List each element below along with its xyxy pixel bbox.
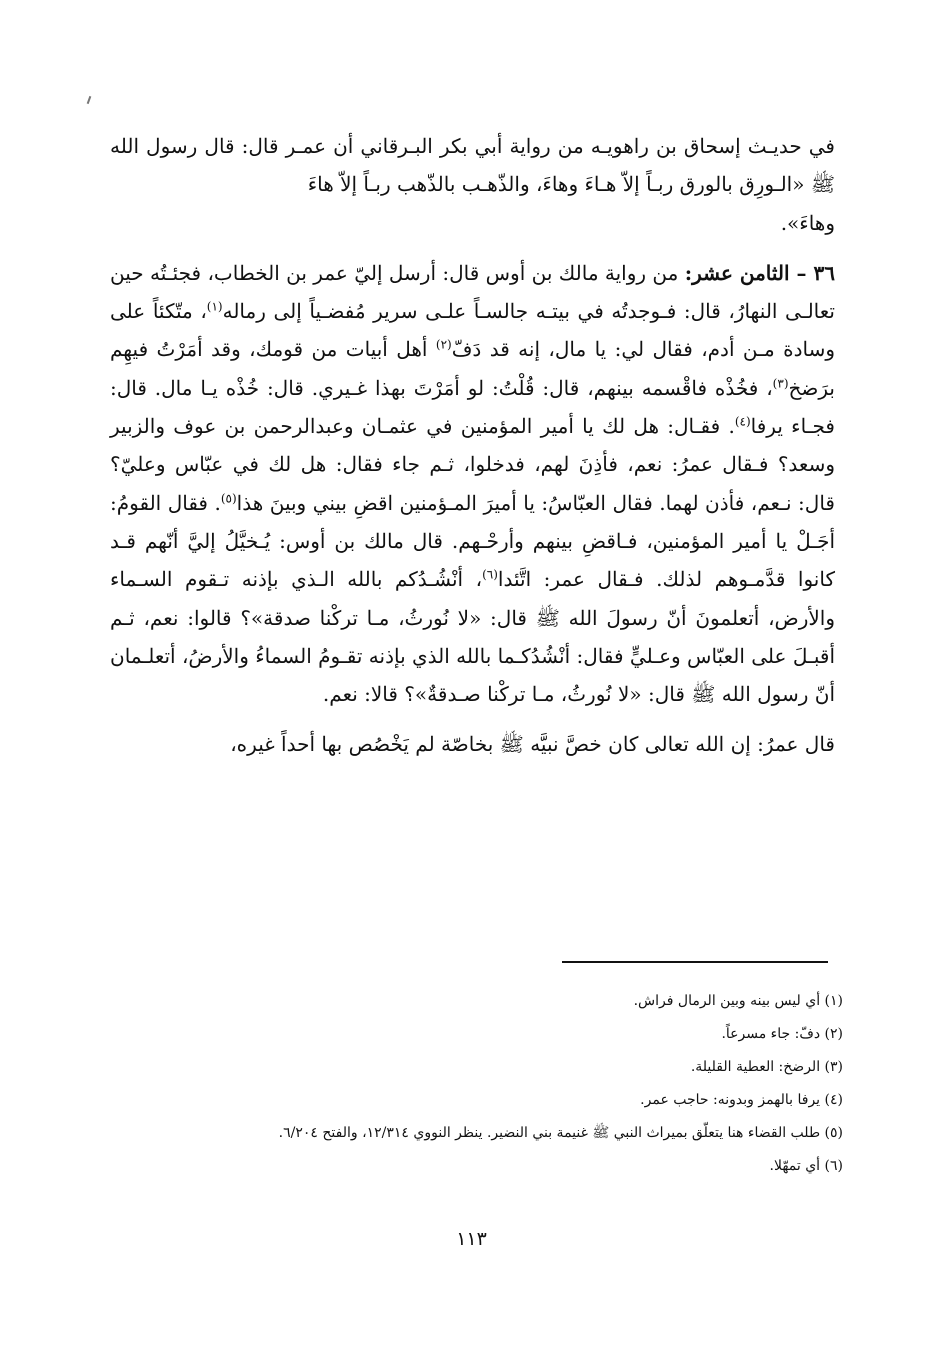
scan-speck <box>87 96 92 104</box>
page-number: ١١٣ <box>456 1228 487 1250</box>
footnote-divider <box>562 961 828 963</box>
footnote-4: (٤) يرفا بالهمز وبدونه: حاجب عمر. <box>640 1092 843 1108</box>
paragraph-1-line-2: رسول الله ﷺ «الـورِق بالورق ربـاً إلاّ هـاءَ وهاءَ، والذّهـب بالذّهب ربـاً إلاّ هاءَ <box>110 134 835 197</box>
paragraph-2-text-d: ، فخُذْه فاقْسمه بينهم، قال: قُلْتُ: لو أمَرْتَ بهذا غـيري. قال: خُذْه يـا مال. قال: فجـاء يرفا <box>110 375 835 439</box>
footnote-ref-3: (٣) <box>772 376 789 391</box>
footnote-3: (٣) الرضخ: العطية القليلة. <box>690 1059 843 1075</box>
footnote-ref-2: (٢) <box>435 337 452 352</box>
paragraph-1-line-3: وهاءَ». <box>780 210 835 235</box>
paragraph-2-text-e: . فقـال: هل لك يا أمير المؤمنين في عثمـان وعبدالرحمن بن عوف والزبير وسعد؟ فـقال عمرُ: نعم، فأذِنَ لهم، فدخلوا، ثـم جاء فقال: هل لك في عبّاس وعليّ؟ قال: نـعم، فأذن لهما. فقال العبّاسُ: يا أميرَ المـؤمنين اقضِ بيني وبينَ هذا <box>110 414 835 515</box>
hadith-number: ٣٦ – الثامن عشر: <box>684 260 835 285</box>
footnote-ref-6: (٦) <box>482 567 498 582</box>
paragraph-2-text-a: من رواية مالك بن أوس قال: أرسل إليّ عمر بن الخطاب، فجئـتُه حين تعالـى النهارُ، قال: فـوجدتُه في بيتـه جالسـاً علـى سرير مُفضـياً إلى رماله <box>110 260 835 324</box>
footnotes <box>130 985 843 1183</box>
paragraph-1 <box>110 127 835 242</box>
paragraph-2 <box>110 254 835 714</box>
paragraph-2-text-g: ، أنْشُـدُكم بالله الـذي بإذنه تـقوم السـماء والأرض، أتعلمونَ أنّ رسولَ الله ﷺ قال: «لا نُورثُ، مـا تركْنا صدقة»؟ قالوا: نعم، ثـم أقبـلَ على العبّاس وعـليٍّ فقال: أنْشُدُكـما بالله الذي بإذنه تقـومُ السماءُ والأرضُ، أتعلـمان أنّ رسول الله ﷺ قال: «لا نُورثُ، مـا تركْنا صـدقةٌ»؟ قالا: نعم. <box>110 567 835 707</box>
footnote-ref-4: (٤) <box>734 414 751 429</box>
paragraph-3-text: قال عمرُ: إن الله تعالى كان خصَّ نبيَّه ﷺ بخاصّة لم يَخْصُص بها أحداً غيره، <box>230 732 835 757</box>
main-text <box>110 127 835 764</box>
footnote-2: (٢) دفّ: جاء مسرعاً. <box>721 1026 843 1042</box>
footnote-5: (٥) طلب القضاء هنا يتعلّق بميراث النبي ﷺ غنيمة بني النضير. ينظر النووي ١٢/٣١٤، والفتح ٦/٢٠٤. <box>278 1125 843 1141</box>
paragraph-1-line-1: في حديـث إسحاق بن راهويـه من رواية أبي بكر البـرقاني أن عمـر قال: قال <box>204 134 835 158</box>
paragraph-2-text-c: أهل أبيات من قومك، وقد أمَرْتُ فيهِم برَضخ <box>110 337 835 400</box>
footnote-6: (٦) أي تمهّلا. <box>769 1158 843 1174</box>
paragraph-2-text-f: . فقال القومُ: أجَـلْ يا أمير المؤمنين، فـاقضِ بينهم وأرحْـهم. قال مالك بن أوس: يُـخيَّلُ إليَّ أنّهم قـد كانوا قدَّمـوهم لذلك. فـقال عمر: اتَّئدا <box>110 490 835 592</box>
footnote-1: (١) أي ليس بينه وبين الرمال فراش. <box>633 993 843 1009</box>
paragraph-2-text-b: ، متّكئاً على وسادة مـن أدم، فقال لي: يا مال، إنه قد دَفّ <box>110 299 835 362</box>
paragraph-3 <box>110 725 835 763</box>
footnote-ref-1: (١) <box>206 299 223 314</box>
footnote-ref-5: (٥) <box>220 491 237 506</box>
